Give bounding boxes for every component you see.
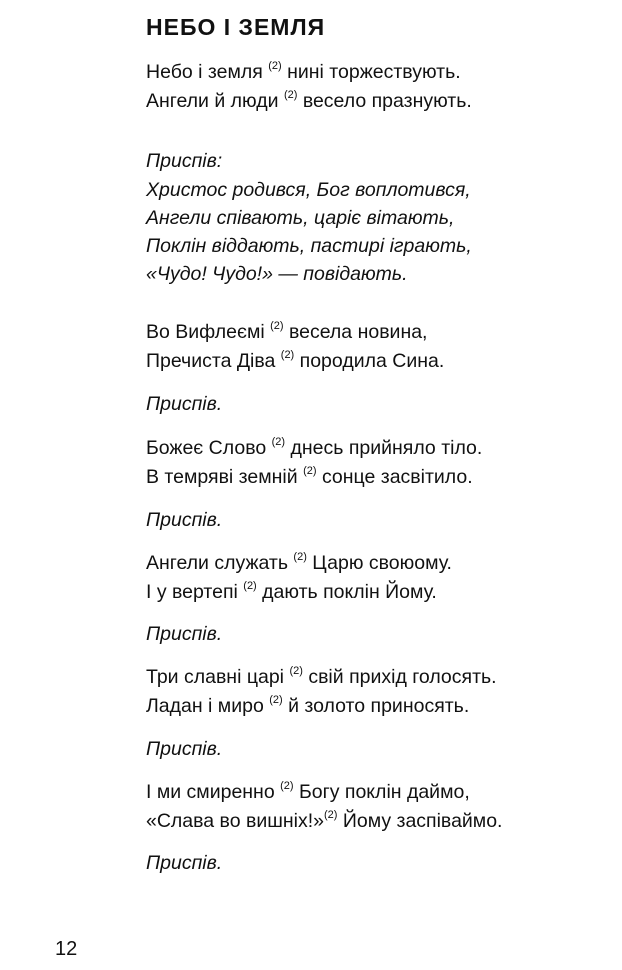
verse-6-line-1 <box>146 780 470 804</box>
lyric-text: нині торжествують. <box>287 61 461 83</box>
lyric-text: дають поклін Йому. <box>262 581 437 603</box>
lyric-text: й золото приносять. <box>288 695 470 717</box>
refrain-label: Приспів. <box>146 509 223 531</box>
lyric-text: Во Вифлеємі <box>146 321 265 343</box>
lyric-text: Ладан і миро <box>146 695 264 717</box>
lyric-text: весело празнують. <box>302 90 472 112</box>
lyric-text: І у вертепі <box>146 581 238 603</box>
lyric-text: днесь прийняло тіло. <box>290 437 483 459</box>
repeat-mark: (2) <box>303 465 317 477</box>
repeat-mark: (2) <box>323 809 338 821</box>
refrain-label: Приспів. <box>146 738 223 760</box>
verse-1-line-1 <box>146 60 461 84</box>
lyric-text: породила Сина. <box>299 350 445 372</box>
lyric-text: Небо і земля <box>146 61 263 83</box>
chorus-line: Ангели співають, царіє вітають, <box>146 207 455 229</box>
lyric-text: Три славні царі <box>146 666 285 688</box>
song-title: НЕБО І ЗЕМЛЯ <box>146 14 326 40</box>
verse-5-line-1 <box>146 665 497 689</box>
verse-4-line-2 <box>146 580 437 604</box>
repeat-mark: (2) <box>268 60 282 72</box>
lyric-text: Йому заспіваймо. <box>342 810 503 832</box>
repeat-mark: (2) <box>289 665 303 677</box>
chorus-line: «Чудо! Чудо!» — повідають. <box>146 263 408 285</box>
repeat-mark: (2) <box>280 349 295 361</box>
verse-6-line-2 <box>146 809 502 833</box>
lyric-text: свій прихід голосять. <box>308 666 497 688</box>
verse-2-line-1 <box>146 320 427 344</box>
chorus-label: Приспів: <box>146 150 223 172</box>
verse-3-line-1 <box>146 436 482 460</box>
lyric-text: І ми смиренно <box>146 781 275 803</box>
verse-3-line-2 <box>146 465 473 489</box>
lyric-text: сонце засвітило. <box>321 466 473 488</box>
lyric-text: Царю своюому. <box>312 552 452 574</box>
lyric-text: Ангели служать <box>146 552 288 574</box>
verse-5-line-2 <box>146 694 469 718</box>
lyric-text: Пречиста Діва <box>146 350 276 372</box>
lyric-text: весела новина, <box>289 321 428 343</box>
chorus-line: Христос родився, Бог воплотився, <box>146 179 471 201</box>
repeat-mark: (2) <box>270 320 284 332</box>
repeat-mark: (2) <box>269 694 283 706</box>
lyric-text: В темряві земній <box>146 466 298 488</box>
repeat-mark: (2) <box>283 89 298 101</box>
verse-1-line-2 <box>146 89 472 113</box>
refrain-label: Приспів. <box>146 393 223 415</box>
lyric-text: «Слава во вишніх!» <box>146 810 324 832</box>
verse-2-line-2 <box>146 349 444 373</box>
repeat-mark: (2) <box>293 551 307 563</box>
repeat-mark: (2) <box>280 780 294 792</box>
lyric-text: Ангели й люди <box>146 90 279 112</box>
chorus-line: Поклін віддають, пастирі іграють, <box>146 235 472 257</box>
refrain-label: Приспів. <box>146 852 223 874</box>
verse-4-line-1 <box>146 551 452 575</box>
refrain-label: Приспів. <box>146 623 223 645</box>
page-number: 12 <box>55 938 78 960</box>
repeat-mark: (2) <box>271 436 286 448</box>
lyric-text: Богу поклін даймо, <box>298 781 470 803</box>
repeat-mark: (2) <box>243 580 257 592</box>
lyric-text: Божеє Слово <box>146 437 267 459</box>
